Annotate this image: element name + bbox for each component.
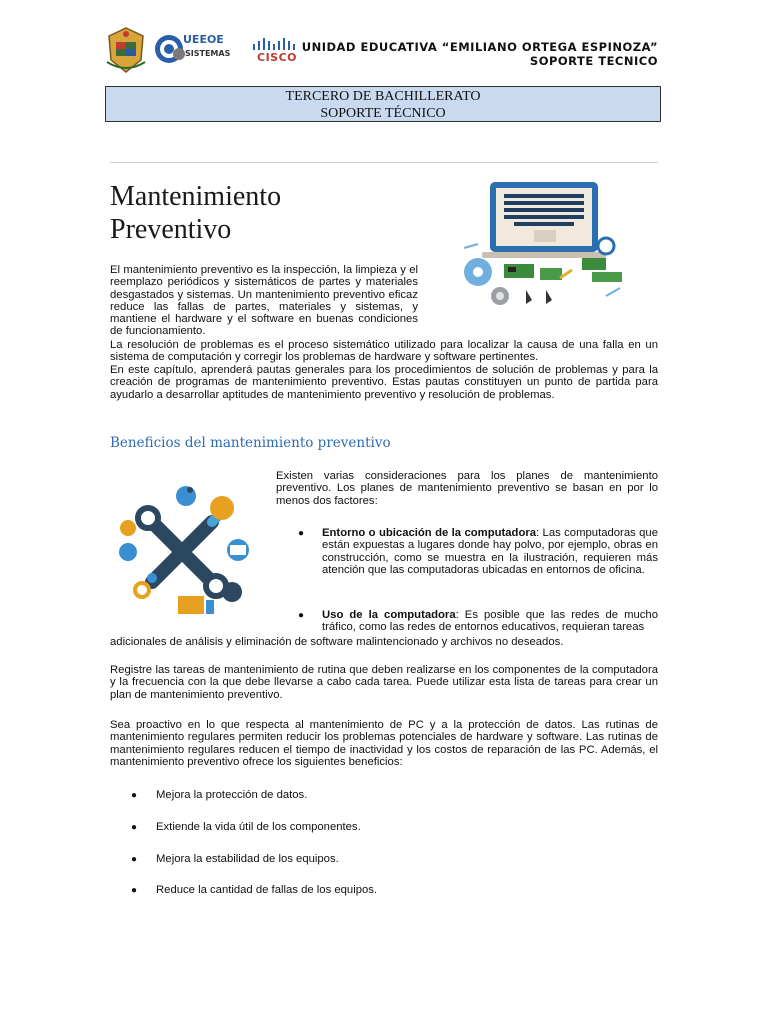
sistemas-logo — [153, 32, 235, 66]
cisco-logo — [251, 36, 303, 66]
bullet-dot: ● — [131, 822, 138, 833]
benefit-item: Mejora la estabilidad de los equipos. — [156, 853, 339, 865]
bullet-dot: ● — [131, 790, 138, 801]
page-title-line1: Mantenimiento — [110, 181, 282, 212]
cisco-logo-text: CISCO — [257, 51, 298, 64]
school-crest-logo — [105, 26, 147, 74]
bullet-dot: ● — [131, 885, 138, 896]
bullet-dot: ● — [298, 610, 305, 621]
intro-paragraph-1: El mantenimiento preventivo es la inspección, la limpieza y el reemplazo periódicos y sistemáticos de partes y materiales desgastados y sistemas. Un mantenimiento preventivo eficaz reduce las fallas de partes, materiales y sistemas, y mantiene el hardware y el software en buenas condiciones de funcionamiento. — [110, 264, 418, 338]
divider — [110, 162, 658, 163]
sistemas-logo-bottom-text: SISTEMAS — [185, 49, 231, 58]
page-title-line2: Preventivo — [110, 214, 232, 245]
banner-grade: TERCERO DE BACHILLERATO — [285, 89, 481, 104]
factors-intro: Existen varias consideraciones para los planes de mantenimiento preventivo. Los planes de mantenimiento preventivo se basan en por lo menos dos factores: — [276, 470, 658, 507]
factor-usage-text: : Es posible que las redes de mucho tráfico, como las redes de entornos educativos, requieran tareas — [322, 609, 658, 634]
laptop-hardware-illustration — [456, 178, 636, 318]
sistemas-logo-top-text: UEEOE — [183, 33, 224, 46]
bullet-dot: ● — [131, 854, 138, 865]
register-paragraph: Registre las tareas de mantenimiento de rutina que deben realizarse en los componentes de la computadora y la frecuencia con la que debe llevarse a cabo cada tarea. Puede utilizar esta lista de tareas para crear un plan de mantenimiento preventivo. — [110, 664, 658, 701]
factor-usage-continued: adicionales de análisis y eliminación de software malintencionado y archivos no deseados. — [110, 636, 564, 648]
intro-paragraph-3: En este capítulo, aprenderá pautas generales para los procedimientos de solución de problemas y para la creación de programas de mantenimiento preventivo. Estas pautas constituyen un punto de partida para ayudarlo a desarrollar aptitudes de mantenimiento preventivo y resolución de problemas. — [110, 364, 658, 401]
factor-environment-title: Entorno o ubicación de la computadora — [322, 527, 537, 539]
factor-environment-text: : Las computadoras que están expuestas a lugares donde hay polvo, por ejemplo, obras en construcción, como se muestra en la ilustración, requieren más atención que las computadoras ubicadas en entornos de oficina. — [322, 527, 658, 576]
tools-icons-illustration — [112, 482, 252, 622]
banner-subject: SOPORTE TÉCNICO — [320, 106, 446, 121]
school-area: SOPORTE TECNICO — [529, 54, 658, 68]
benefit-item: Mejora la protección de datos. — [156, 789, 308, 801]
factor-usage — [322, 609, 658, 634]
benefit-item: Reduce la cantidad de fallas de los equipos. — [156, 884, 378, 896]
proactive-paragraph: Sea proactivo en lo que respecta al mantenimiento de PC y a la protección de datos. Las rutinas de mantenimiento regulares permiten reducir los problemas potenciales de hardware y software. Las rutinas de mantenimiento regulares reducen el tiempo de inactividad y los costos de reparación de las PC. Además, el mantenimiento preventivo ofrece los siguientes beneficios: — [110, 719, 658, 768]
section-heading-benefits: Beneficios del mantenimiento preventivo — [110, 435, 391, 451]
factor-environment — [322, 527, 658, 576]
school-header — [302, 40, 658, 68]
benefit-item: Extiende la vida útil de los componentes. — [156, 821, 361, 833]
page-title — [110, 180, 281, 246]
school-name: UNIDAD EDUCATIVA “EMILIANO ORTEGA ESPINOZA” — [301, 40, 658, 54]
intro-paragraph-2: La resolución de problemas es el proceso sistemático utilizado para localizar la causa de una falla en un sistema de computación y corregir los problemas de hardware y software pertinentes. — [110, 339, 658, 364]
header-logos — [105, 26, 305, 74]
factor-usage-title: Uso de la computadora — [322, 609, 456, 621]
course-banner — [105, 86, 661, 122]
bullet-dot: ● — [298, 528, 305, 539]
